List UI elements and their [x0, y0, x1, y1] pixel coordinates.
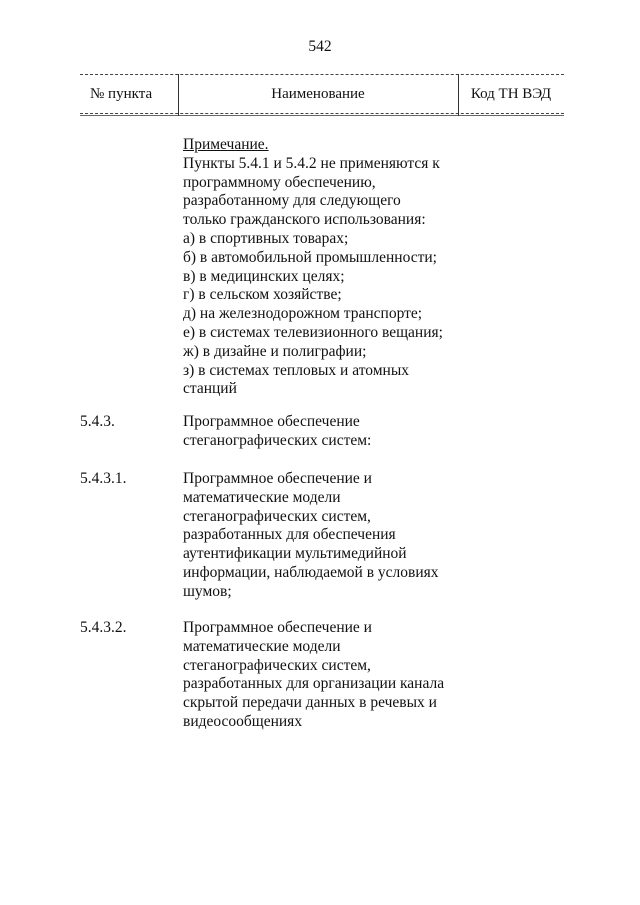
header-col-name: Наименование — [271, 86, 365, 102]
header-bottom-rule — [80, 113, 564, 114]
note-line: ж) в дизайне и полиграфии; — [183, 342, 367, 360]
table-header — [80, 74, 564, 114]
note-line: а) в спортивных товарах; — [183, 229, 349, 247]
note-block — [183, 136, 523, 399]
header-bottom-rule-2 — [80, 115, 564, 116]
entry-line: Программное обеспечение и — [183, 619, 372, 636]
note-line: Пункты 5.4.1 и 5.4.2 не применяются к — [183, 154, 440, 172]
entry-text — [183, 470, 483, 602]
note-line: г) в сельском хозяйстве; — [183, 286, 342, 304]
entry-number: 5.4.3.1. — [80, 470, 127, 487]
entry-line: стеганографических систем: — [183, 431, 372, 449]
note-line: станций — [183, 380, 237, 398]
note-line: только гражданского использования: — [183, 211, 426, 229]
note-line: з) в системах тепловых и атомных — [183, 361, 409, 379]
entry-line: Программное обеспечение и — [183, 470, 372, 487]
note-line: разработанному для следующего — [183, 192, 401, 210]
header-top-rule — [80, 74, 564, 75]
entry-line: стеганографических систем, — [183, 656, 371, 674]
entry-text — [183, 619, 483, 732]
note-line: в) в медицинских целях; — [183, 267, 345, 285]
note-line: е) в системах телевизионного вещания; — [183, 323, 443, 341]
entry-line: разработанных для организации канала — [183, 675, 445, 693]
entry-line: стеганографических систем, — [183, 507, 371, 525]
entry-line: шумов; — [183, 582, 232, 600]
entry-line: аутентификации мультимедийной — [183, 545, 407, 563]
entry-line: Программное обеспечение — [183, 413, 360, 430]
entry-text — [183, 413, 483, 451]
header-col-number: № пункта — [90, 86, 153, 102]
entry-line: математические модели — [183, 488, 341, 506]
header-col-code: Код ТН ВЭД — [470, 86, 552, 102]
entry-number: 5.4.3. — [80, 413, 115, 430]
page-number: 542 — [308, 38, 332, 55]
entry-line: информации, наблюдаемой в условиях — [183, 563, 439, 581]
note-title: Примечание. — [183, 136, 269, 153]
note-line: д) на железнодорожном транспорте; — [183, 305, 423, 323]
note-line: программному обеспечению, — [183, 173, 376, 191]
entry-number: 5.4.3.2. — [80, 619, 127, 636]
entry-line: математические модели — [183, 637, 341, 655]
entry-line: разработанных для обеспечения — [183, 526, 396, 544]
entry-line: видеосообщениях — [183, 712, 303, 730]
entry-line: скрытой передачи данных в речевых и — [183, 694, 437, 712]
note-line: б) в автомобильной промышленности; — [183, 248, 437, 266]
